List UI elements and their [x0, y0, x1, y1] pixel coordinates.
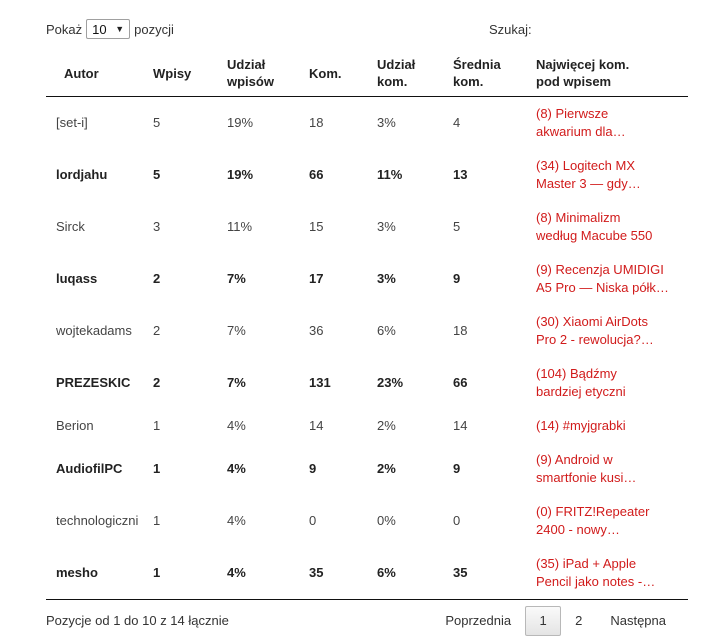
- table-header-row: [46, 50, 688, 97]
- authors-table: [46, 50, 688, 599]
- stat-cell: 2: [153, 270, 161, 286]
- author-cell: wojtekadams: [56, 322, 132, 338]
- previous-page-button[interactable]: Poprzednia: [445, 613, 512, 628]
- table-row: [46, 547, 688, 599]
- chevron-down-icon: ▼: [115, 24, 125, 34]
- stat-cell: 4%: [227, 417, 246, 433]
- stat-cell: 66: [309, 166, 324, 182]
- page-button-1[interactable]: 1: [525, 606, 561, 636]
- top-post-link-line: Pro 2 - rewolucja?…: [536, 331, 654, 347]
- stat-cell: 7%: [227, 322, 246, 338]
- stat-cell: 11%: [377, 166, 403, 182]
- author-cell: Berion: [56, 417, 94, 433]
- top-post-link-line: 2400 - nowy…: [536, 521, 620, 537]
- page-button-2[interactable]: 2: [575, 613, 583, 628]
- column-header[interactable]: [153, 50, 227, 97]
- stat-cell: 23%: [377, 374, 404, 390]
- stat-cell: 11%: [227, 218, 253, 234]
- stat-cell: 2: [153, 374, 161, 390]
- column-header[interactable]: [377, 50, 453, 97]
- author-cell: mesho: [56, 564, 98, 580]
- table-footer: [46, 599, 688, 640]
- column-header-label: Autor: [64, 65, 99, 81]
- stat-cell: 6%: [377, 564, 396, 580]
- table-row: [46, 149, 688, 201]
- author-cell: Sirck: [56, 218, 85, 234]
- stat-cell: 66: [453, 374, 468, 390]
- top-post-link[interactable]: [536, 209, 674, 245]
- author-cell: luqass: [56, 270, 98, 286]
- table-row: [46, 443, 688, 495]
- top-post-link-line: Pencil jako notes -…: [536, 573, 656, 589]
- author-cell: AudiofilPC: [56, 460, 123, 476]
- top-post-link-line: (9) Recenzja UMIDIGI: [536, 261, 664, 277]
- table-row: [46, 357, 688, 409]
- column-header[interactable]: [227, 50, 309, 97]
- column-header-label: kom.: [453, 74, 484, 89]
- page-length-select[interactable]: [86, 19, 130, 39]
- page-length-value: 10: [92, 21, 107, 37]
- stat-cell: 3%: [377, 270, 396, 286]
- stat-cell: 4%: [227, 564, 246, 580]
- stat-cell: 15: [309, 218, 324, 234]
- stat-cell: 19%: [227, 166, 254, 182]
- stat-cell: 2%: [377, 417, 396, 433]
- table-row: [46, 305, 688, 357]
- stat-cell: 0: [309, 512, 317, 528]
- author-cell: PREZESKIC: [56, 374, 131, 390]
- stat-cell: 17: [309, 270, 324, 286]
- author-cell: technologiczni: [56, 512, 139, 528]
- top-post-link-line: akwarium dla…: [536, 123, 626, 139]
- top-post-link-line: Master 3 — gdy…: [536, 175, 641, 191]
- stat-cell: 1: [153, 564, 161, 580]
- stat-cell: 2%: [377, 460, 396, 476]
- top-post-cell: [536, 495, 688, 547]
- top-post-cell: [536, 547, 688, 599]
- stat-cell: 131: [309, 374, 331, 390]
- top-post-link-line: (35) iPad + Apple: [536, 555, 637, 571]
- search-input[interactable]: [538, 19, 642, 39]
- stat-cell: 7%: [227, 374, 246, 390]
- top-post-link-line: (0) FRITZ!Repeater: [536, 503, 650, 519]
- pagination: [437, 608, 674, 634]
- author-cell: [set-i]: [56, 114, 88, 130]
- column-header-label: pod wpisem: [536, 74, 612, 89]
- stat-cell: 5: [153, 166, 161, 182]
- table-row: [46, 495, 688, 547]
- top-post-link[interactable]: [536, 261, 674, 297]
- top-post-link-line: (9) Android w: [536, 451, 613, 467]
- stat-cell: 4%: [227, 512, 246, 528]
- stat-cell: 3%: [377, 218, 396, 234]
- stat-cell: 9: [309, 460, 317, 476]
- top-post-cell: [536, 305, 688, 357]
- top-post-cell: [536, 97, 688, 149]
- top-post-link-line: (14) #myjgrabki: [536, 417, 626, 433]
- stat-cell: 1: [153, 460, 161, 476]
- stat-cell: 14: [309, 417, 324, 433]
- top-post-link[interactable]: [536, 365, 674, 401]
- table-body: [46, 97, 688, 599]
- top-post-link-line: (8) Minimalizm: [536, 209, 621, 225]
- stat-cell: 0%: [377, 512, 396, 528]
- stat-cell: 9: [453, 460, 461, 476]
- table-info: Pozycje od 1 do 10 z 14 łącznie: [46, 613, 229, 628]
- top-post-link[interactable]: [536, 555, 674, 591]
- top-post-link-line: (34) Logitech MX: [536, 157, 635, 173]
- stat-cell: 0: [453, 512, 461, 528]
- stat-cell: 1: [153, 417, 161, 433]
- top-post-link-line: według Macube 550: [536, 227, 653, 243]
- top-post-link[interactable]: [536, 157, 674, 193]
- column-header[interactable]: [309, 50, 377, 97]
- column-header[interactable]: [46, 50, 153, 97]
- stat-cell: 3%: [377, 114, 396, 130]
- column-header-label: Kom.: [309, 65, 342, 81]
- stat-cell: 2: [153, 322, 161, 338]
- stat-cell: 3: [153, 218, 161, 234]
- column-header-label: Najwięcej kom.: [536, 57, 630, 72]
- stat-cell: 1: [153, 512, 161, 528]
- search-control: [489, 18, 642, 40]
- column-header-label: wpisów: [227, 74, 274, 89]
- table-row: [46, 97, 688, 149]
- stat-cell: 5: [153, 114, 161, 130]
- top-post-link[interactable]: [536, 451, 674, 487]
- top-post-cell: [536, 253, 688, 305]
- stat-cell: 19%: [227, 114, 254, 130]
- stat-cell: 35: [309, 564, 324, 580]
- stat-cell: 7%: [227, 270, 246, 286]
- stat-cell: 35: [453, 564, 468, 580]
- stat-cell: 6%: [377, 322, 396, 338]
- top-post-link-line: (30) Xiaomi AirDots: [536, 313, 648, 329]
- top-post-cell: [536, 357, 688, 409]
- page-length-suffix: pozycji: [134, 21, 174, 37]
- search-label: Szukaj:: [489, 21, 532, 37]
- stat-cell: 18: [453, 322, 468, 338]
- stat-cell: 36: [309, 322, 324, 338]
- stat-cell: 14: [453, 417, 468, 433]
- top-post-link-line: smartfonie kusi…: [536, 469, 637, 485]
- page-length-prefix: Pokaż: [46, 21, 83, 37]
- column-header-label: Wpisy: [153, 65, 192, 81]
- stat-cell: 13: [453, 166, 468, 182]
- table-row: [46, 409, 688, 443]
- table-controls: [46, 18, 686, 40]
- column-header-label: Średnia: [453, 57, 501, 72]
- column-header[interactable]: [453, 50, 536, 97]
- next-page-button[interactable]: Następna: [610, 613, 666, 628]
- column-header[interactable]: [536, 50, 688, 97]
- top-post-cell: [536, 443, 688, 495]
- top-post-link[interactable]: [536, 503, 674, 539]
- top-post-link[interactable]: [536, 313, 674, 349]
- stat-cell: 9: [453, 270, 461, 286]
- table-row: [46, 201, 688, 253]
- author-cell: lordjahu: [56, 166, 108, 182]
- top-post-cell: [536, 409, 688, 443]
- top-post-link-line: bardziej etyczni: [536, 383, 626, 399]
- stat-cell: 5: [453, 218, 461, 234]
- column-header-label: kom.: [377, 74, 408, 89]
- top-post-link-line: (104) Bądźmy: [536, 365, 617, 381]
- top-post-link-line: A5 Pro — Niska półk…: [536, 279, 669, 295]
- stat-cell: 4: [453, 114, 461, 130]
- stat-cell: 4%: [227, 460, 246, 476]
- top-post-link[interactable]: [536, 105, 674, 141]
- column-header-label: Udział: [227, 57, 266, 72]
- page-length-control: [46, 18, 174, 40]
- stat-cell: 18: [309, 114, 324, 130]
- table-row: [46, 253, 688, 305]
- top-post-link[interactable]: [536, 417, 674, 435]
- top-post-link-line: (8) Pierwsze: [536, 105, 609, 121]
- top-post-cell: [536, 149, 688, 201]
- top-post-cell: [536, 201, 688, 253]
- column-header-label: Udział: [377, 57, 416, 72]
